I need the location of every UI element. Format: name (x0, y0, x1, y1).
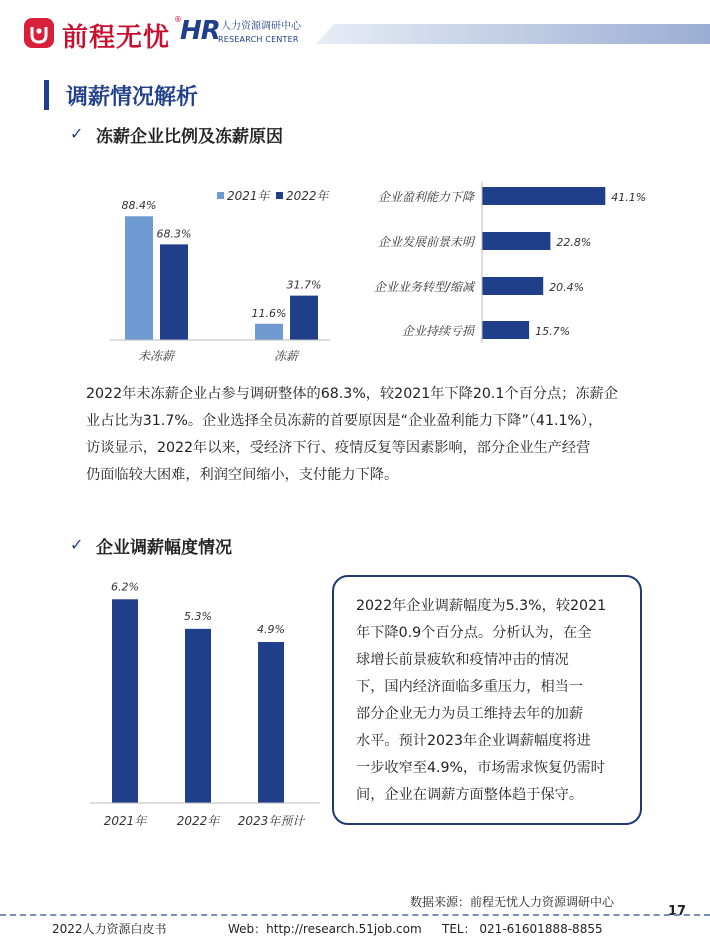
check-icon: ✓ (70, 535, 84, 554)
freeze-bar-value: 68.3% (156, 227, 192, 241)
section-title: 调薪情况解析 (66, 85, 199, 110)
legend-label-2022: 2022年 (286, 189, 329, 203)
box-line: 球增长前景疲软和疫情冲击的情况 (356, 652, 569, 668)
reason-bar (482, 187, 605, 205)
raise-magnitude-chart (85, 570, 325, 835)
reason-bar-value: 15.7% (535, 325, 571, 338)
reason-bar (482, 277, 543, 295)
freeze-bar-value: 88.4% (121, 199, 157, 213)
box-line: 年下降0.9个百分点。分析认为，在全 (356, 625, 592, 641)
subsection-title-raise: 企业调薪幅度情况 (96, 538, 232, 558)
freeze-bar (290, 296, 318, 340)
reason-bar-value: 22.8% (556, 236, 592, 249)
raise-category-label: 2023年预计 (237, 814, 305, 828)
paragraph-line: 2022年未冻薪企业占参与调研整体的68.3%，较2021年下降20.1个百分点；冻薪企 (86, 386, 618, 402)
raise-bar-value: 4.9% (257, 623, 285, 636)
freeze-category-label: 未冻薪 (137, 349, 175, 363)
raise-bar (258, 642, 284, 803)
reason-bar-value: 41.1% (611, 191, 647, 204)
legend-label-2021: 2021年 (227, 189, 270, 203)
hr-center-en: RESEARCH CENTER (218, 35, 299, 44)
box-line: 2022年企业调薪幅度为5.3%，较2021 (356, 598, 607, 614)
subsection-title-freeze: 冻薪企业比例及冻薪原因 (96, 127, 283, 147)
footer-book-title: 2022人力资源白皮书 (52, 922, 167, 936)
freeze-bar-value: 11.6% (251, 306, 287, 320)
brand-name: 前程无忧 (62, 23, 171, 53)
check-icon: ✓ (70, 124, 84, 143)
reason-category-label: 企业盈利能力下降 (377, 190, 474, 204)
reason-bar (482, 321, 529, 339)
brand-logo-icon (24, 18, 54, 48)
reason-bar-value: 20.4% (549, 281, 585, 294)
freeze-bar (255, 324, 283, 340)
reason-category-label: 企业持续亏损 (401, 324, 474, 338)
freeze-category-label: 冻薪 (273, 349, 299, 363)
freeze-reasons-chart (350, 180, 680, 345)
raise-bar (185, 629, 211, 803)
box-line: 一步收窄至4.9%，市场需求恢复仍需时 (356, 760, 605, 776)
raise-bar-value: 5.3% (184, 609, 212, 623)
raise-bar (112, 599, 138, 803)
raise-category-label: 2021年 (103, 814, 147, 828)
paragraph-line: 访谈显示，2022年以来，受经济下行、疫情反复等因素影响，部分企业生产经营 (86, 440, 591, 456)
registered-mark: ® (174, 15, 182, 24)
freeze-bar (125, 216, 153, 340)
raise-category-label: 2022年 (176, 814, 220, 828)
legend-swatch-2022 (276, 192, 283, 199)
reason-category-label: 企业发展前景未明 (377, 235, 474, 249)
paragraph-line: 业占比为31.7%。企业选择全员冻薪的首要原因是“企业盈利能力下降”（41.1%）， (86, 413, 603, 429)
analysis-paragraph (86, 381, 646, 489)
raise-analysis-box (332, 575, 642, 825)
box-line: 部分企业无力为员工维持去年的加薪 (356, 706, 584, 722)
box-line: 间，企业在调薪方面整体趋于保守。 (356, 787, 584, 803)
data-source: 数据来源：前程无忧人力资源调研中心 (410, 895, 615, 909)
hr-logo: HR (180, 16, 220, 46)
paragraph-line: 仍面临较大困难，利润空间缩小，支付能力下降。 (86, 467, 399, 483)
hr-center-cn: 人力资源调研中心 (221, 21, 301, 32)
legend-swatch-2021 (217, 192, 224, 199)
section-title-bar (44, 80, 49, 110)
footer-telephone: TEL： 021-61601888-8855 (442, 922, 603, 936)
freeze-bar (160, 244, 188, 340)
freeze-ratio-chart (100, 180, 340, 370)
reason-category-label: 企业业务转型/缩减 (373, 280, 474, 294)
footer-website: Web：http://research.51job.com (228, 922, 422, 936)
freeze-bar-value: 31.7% (286, 278, 322, 292)
box-line: 水平。预计2023年企业调薪幅度将进 (356, 733, 591, 749)
box-line: 下，国内经济面临多重压力，相当一 (356, 679, 584, 695)
header-band-decoration (316, 24, 710, 44)
page-number: 17 (668, 904, 687, 919)
footer-divider (0, 914, 710, 916)
reason-bar (482, 232, 550, 250)
raise-bar-value: 6.2% (111, 580, 139, 594)
